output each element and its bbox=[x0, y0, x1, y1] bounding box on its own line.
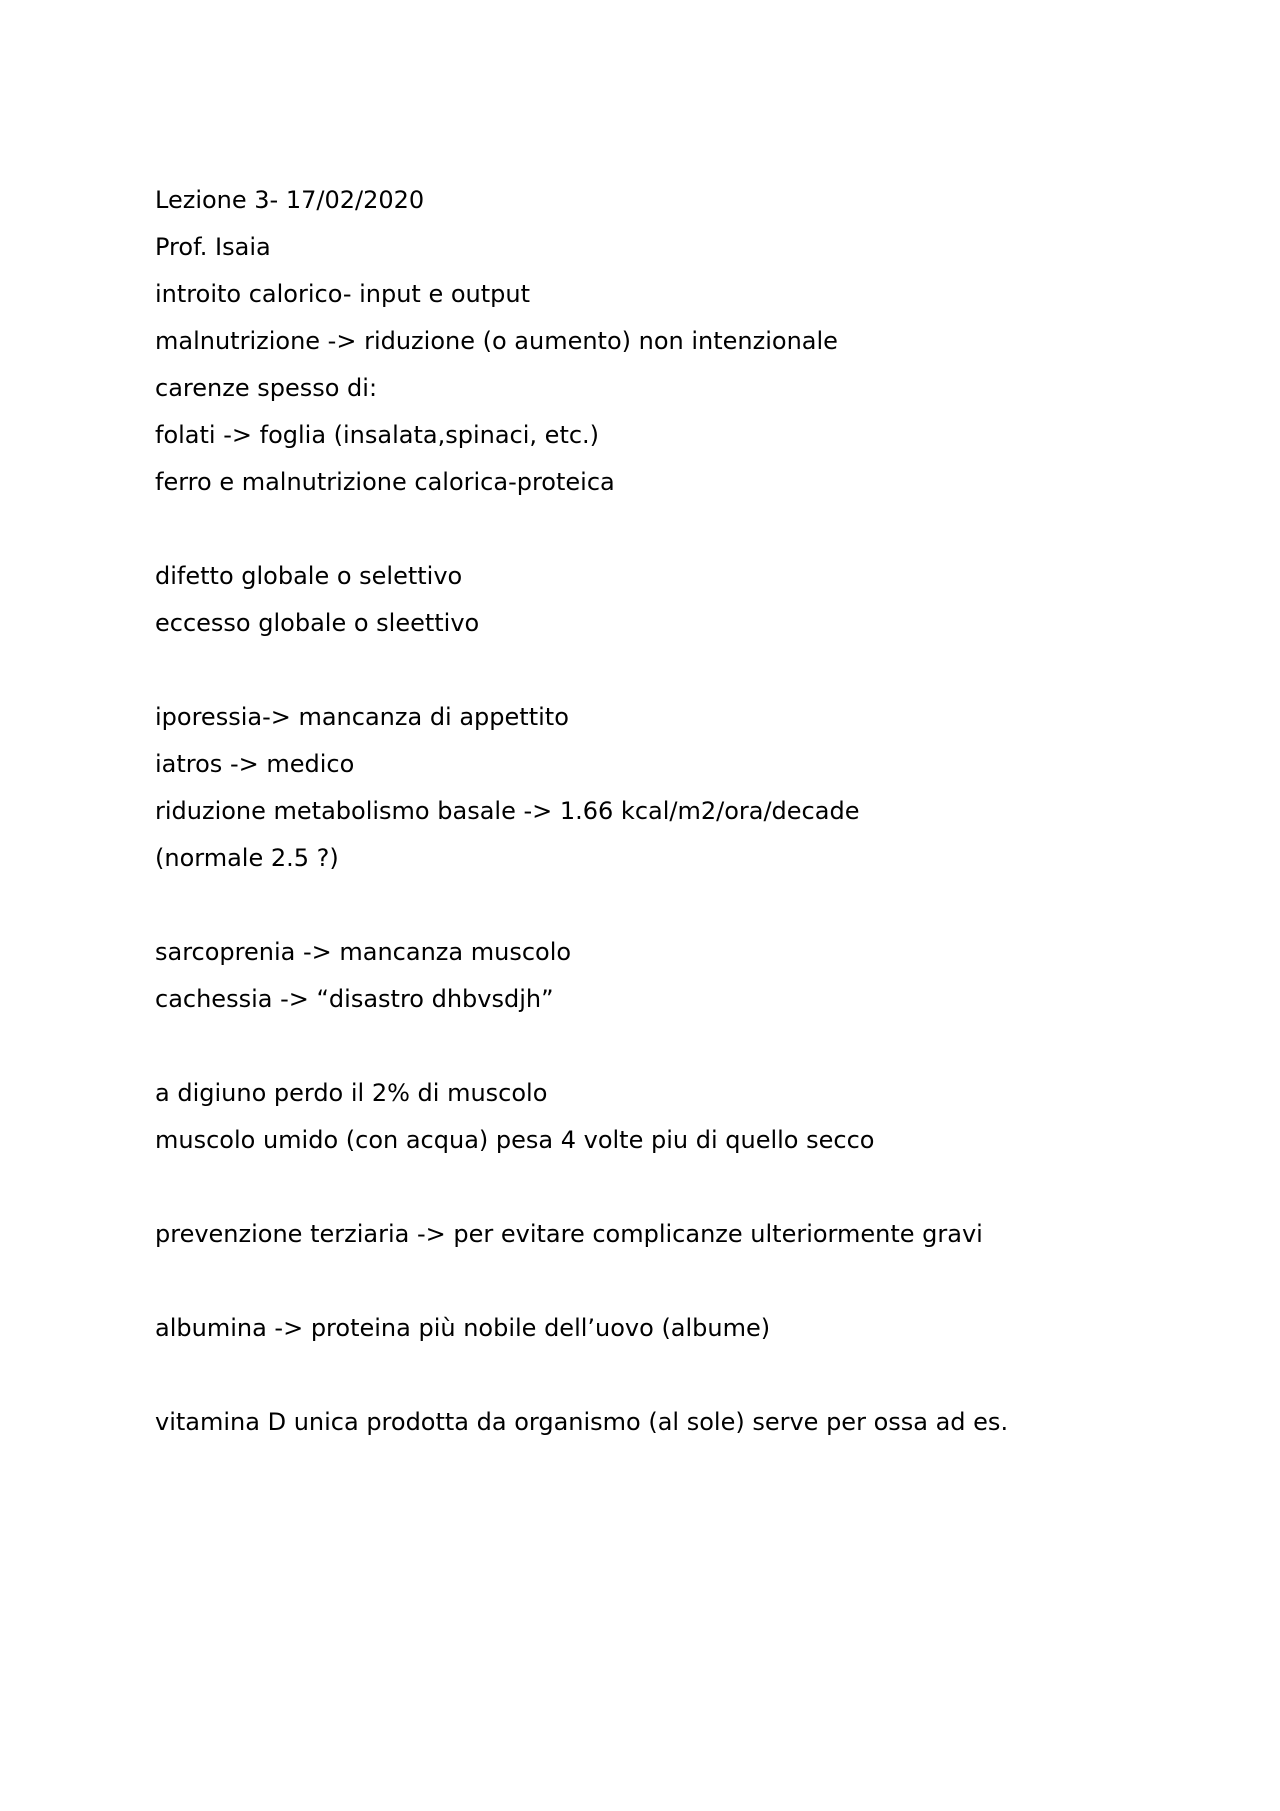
text-line: folati -> foglia (insalata,spinaci, etc.) bbox=[155, 421, 600, 449]
blank-line bbox=[155, 1258, 1155, 1305]
text-line: sarcoprenia -> mancanza muscolo bbox=[155, 938, 572, 966]
blank-line bbox=[155, 647, 1155, 694]
text-line: a digiuno perdo il 2% di muscolo bbox=[155, 1079, 548, 1107]
text-line: iporessia-> mancanza di appettito bbox=[155, 703, 569, 731]
text-line: introito calorico- input e output bbox=[155, 280, 531, 308]
text-line: vitamina D unica prodotta da organismo (al sole) serve per ossa ad es. bbox=[155, 1408, 1009, 1436]
document-text-body bbox=[155, 177, 1155, 1446]
text-line: carenze spesso di: bbox=[155, 374, 378, 402]
lecture-title-line: Lezione 3- 17/02/2020 bbox=[155, 186, 425, 214]
text-line: ferro e malnutrizione calorica-proteica bbox=[155, 468, 615, 496]
text-line: eccesso globale o sleettivo bbox=[155, 609, 480, 637]
text-line: prevenzione terziaria -> per evitare complicanze ulteriormente gravi bbox=[155, 1220, 983, 1248]
blank-line bbox=[155, 1164, 1155, 1211]
text-line: malnutrizione -> riduzione (o aumento) non intenzionale bbox=[155, 327, 838, 355]
text-line: riduzione metabolismo basale -> 1.66 kcal/m2/ora/decade bbox=[155, 797, 860, 825]
blank-line bbox=[155, 882, 1155, 929]
blank-line bbox=[155, 1023, 1155, 1070]
text-line: (normale 2.5 ?) bbox=[155, 844, 339, 872]
text-line: albumina -> proteina più nobile dell’uovo (albume) bbox=[155, 1314, 771, 1342]
blank-line bbox=[155, 506, 1155, 553]
text-line: muscolo umido (con acqua) pesa 4 volte piu di quello secco bbox=[155, 1126, 875, 1154]
text-line: difetto globale o selettivo bbox=[155, 562, 463, 590]
text-line: iatros -> medico bbox=[155, 750, 355, 778]
text-line: cachessia -> “disastro dhbvsdjh” bbox=[155, 985, 554, 1013]
professor-line: Prof. Isaia bbox=[155, 233, 271, 261]
blank-line bbox=[155, 1352, 1155, 1399]
